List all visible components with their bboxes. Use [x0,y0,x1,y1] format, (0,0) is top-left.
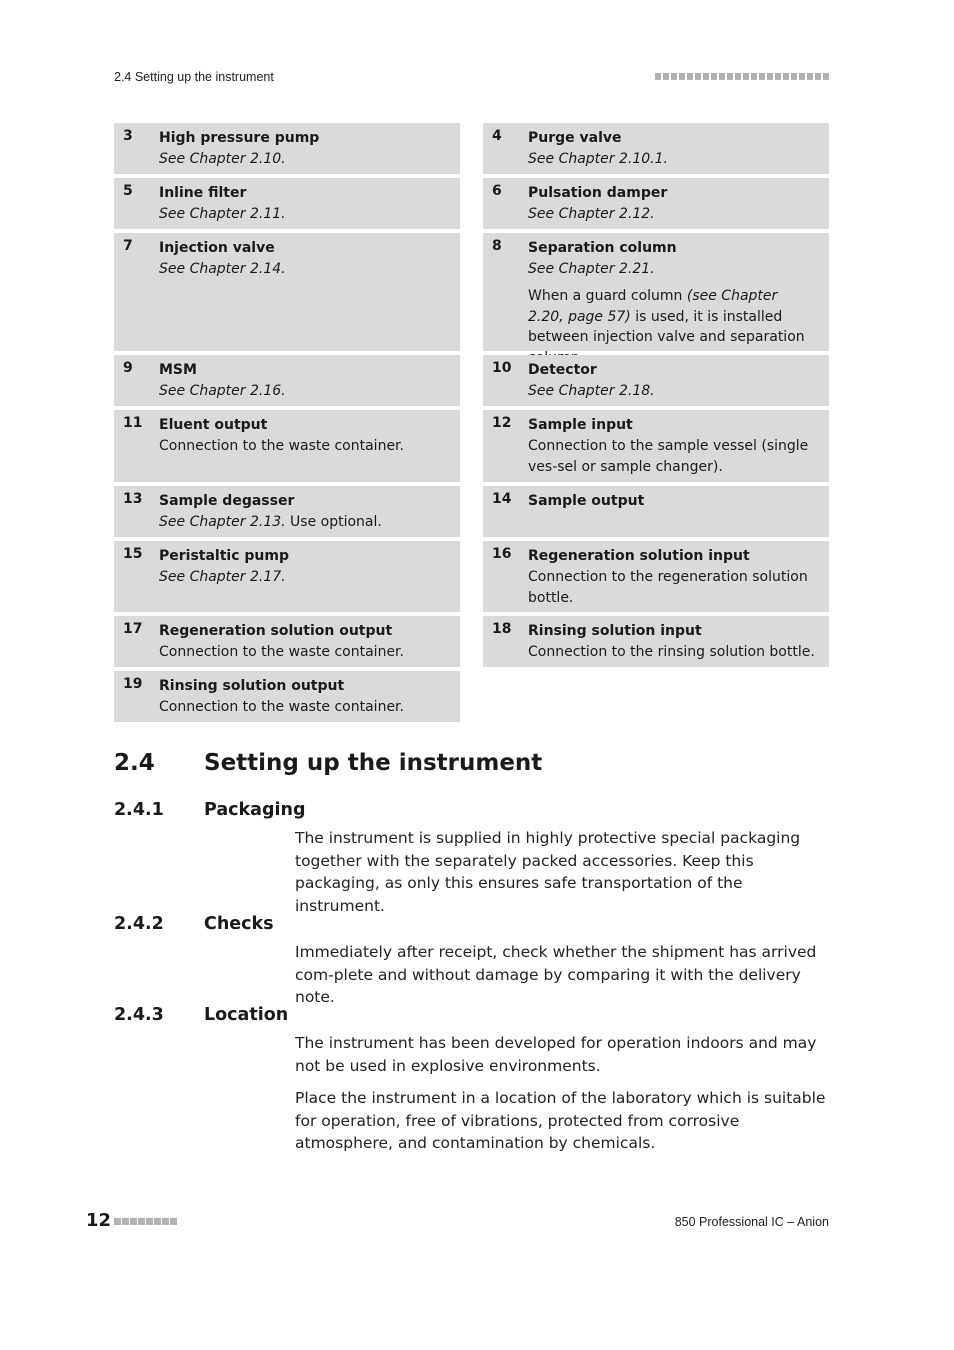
legend-item [114,410,460,482]
legend-item-title: Inline filter [159,185,247,201]
legend-item [114,123,460,174]
packaging-paragraph: The instrument is supplied in highly protective special packaging together with the separately packed accessories. Keep this packaging, as only this ensures safe transportation of the instrument. [295,829,801,915]
legend-item-title: Detector [528,362,597,378]
legend-item-number: 14 [492,491,512,507]
decorative-square [687,73,694,80]
decorative-square [759,73,766,80]
legend-item-description: See Chapter 2.11. [159,206,286,222]
legend-item-number: 12 [492,415,512,431]
legend-item-title: Pulsation damper [528,185,668,201]
legend-item-number: 8 [492,238,502,254]
legend-item-description: See Chapter 2.10. [159,151,286,167]
legend-item-number: 13 [123,491,143,507]
decorative-square [114,1218,121,1225]
legend-item-description: See Chapter 2.17. [159,569,286,585]
subsection-title: Packaging [204,800,306,820]
legend-item-description: Connection to the rinsing solution bottle. [528,644,815,660]
decorative-square [130,1218,137,1225]
legend-column-right [483,123,829,671]
legend-item-number: 3 [123,128,133,144]
subsection-number: 2.4.1 [114,800,164,820]
decorative-square [815,73,822,80]
extra-note-reference: (see Chapter 2.20, page 57) [528,288,778,325]
decorative-square [823,73,830,80]
decorative-square [799,73,806,80]
decorative-square [807,73,814,80]
decorative-square [791,73,798,80]
legend-item-description: Connection to the waste container. [159,644,404,660]
legend-item-title: Regeneration solution output [159,623,393,639]
decorative-square [122,1218,129,1225]
legend-item-number: 19 [123,676,143,692]
subsection-heading-checks [114,914,274,934]
legend-item-title: Injection valve [159,240,275,256]
header-decoration [655,73,830,80]
legend-item [114,355,460,406]
location-paragraph-2: Place the instrument in a location of the laboratory which is suitable for operation, free of vibrations, protected from corrosive atmosphere, and contamination by chemicals. [295,1089,826,1152]
decorative-square [743,73,750,80]
page-number: 12 [86,1210,112,1231]
legend-item-title: Separation column [528,240,677,256]
legend-item-title: Sample degasser [159,493,295,509]
decorative-square [719,73,726,80]
legend-item-description: Connection to the waste container. [159,438,404,454]
section-heading [114,750,542,776]
legend-item [483,486,829,537]
footer-product-name: 850 Professional IC – Anion [674,1215,829,1229]
decorative-square [679,73,686,80]
legend-column-left [114,123,460,726]
legend-item-title: Regeneration solution input [528,548,750,564]
decorative-square [170,1218,177,1225]
section-number: 2.4 [114,750,155,776]
legend-item [114,616,460,667]
legend-item [483,233,829,351]
legend-item-number: 5 [123,183,133,199]
legend-item-number: 15 [123,546,143,562]
legend-item-number: 16 [492,546,512,562]
legend-item-title: Rinsing solution input [528,623,702,639]
legend-item-description: See Chapter 2.16. [159,383,286,399]
legend-item [114,541,460,612]
legend-item-number: 11 [123,415,143,431]
legend-item-title: Eluent output [159,417,268,433]
decorative-square [751,73,758,80]
legend-item-number: 6 [492,183,502,199]
legend-item-number: 7 [123,238,133,254]
decorative-square [727,73,734,80]
legend-item [114,233,460,351]
decorative-square [767,73,774,80]
subsection-heading-packaging [114,800,306,820]
legend-item-description: See Chapter 2.18. [528,383,655,399]
decorative-square [154,1218,161,1225]
subsection-title: Checks [204,914,274,934]
location-paragraph-1: The instrument has been developed for operation indoors and may not be used in explosive environments. [295,1034,817,1075]
legend-item-description: Connection to the waste container. [159,699,404,715]
legend-item [483,178,829,229]
legend-item [483,410,829,482]
legend-item-title: MSM [159,362,197,378]
legend-item [483,123,829,174]
legend-item-description: See Chapter 2.21. [528,261,655,277]
legend-item-number: 9 [123,360,133,376]
legend-item-number: 10 [492,360,512,376]
section-title: Setting up the instrument [204,750,543,776]
footer-decoration [114,1218,177,1225]
legend-item [483,616,829,667]
decorative-square [162,1218,169,1225]
decorative-square [146,1218,153,1225]
extra-note-text: When a guard column [528,288,687,304]
decorative-square [735,73,742,80]
legend-item [114,178,460,229]
decorative-square [138,1218,145,1225]
legend-item-title: Sample input [528,417,633,433]
subsection-number: 2.4.2 [114,914,164,934]
decorative-square [655,73,662,80]
decorative-square [671,73,678,80]
checks-paragraph: Immediately after receipt, check whether the shipment has arrived com-plete and without damage by comparing it with the delivery note. [295,943,817,1006]
legend-item-title: Sample output [528,493,645,509]
decorative-square [695,73,702,80]
legend-item [483,355,829,406]
decorative-square [663,73,670,80]
description-note: Use optional. [285,514,382,530]
legend-item-number: 4 [492,128,502,144]
header-section-ref: 2.4 Setting up the instrument [114,70,274,84]
legend-item [483,541,829,612]
decorative-square [703,73,710,80]
legend-item-description: Connection to the sample vessel (single ves-sel or sample changer). [528,438,809,475]
subsection-number: 2.4.3 [114,1005,164,1025]
legend-item-description: See Chapter 2.10.1. [528,151,668,167]
legend-item [114,671,460,722]
description-reference: See Chapter 2.13. [159,514,286,530]
legend-item-title: Peristaltic pump [159,548,289,564]
legend-item-description: See Chapter 2.12. [528,206,655,222]
subsection-heading-location [114,1005,288,1025]
legend-item-number: 18 [492,621,512,637]
extra-note-text: is used, it is installed between injection valve and separation [528,308,805,345]
decorative-square [775,73,782,80]
decorative-square [783,73,790,80]
legend-item [114,486,460,537]
decorative-square [711,73,718,80]
subsection-title: Location [204,1005,289,1025]
legend-item-description: Connection to the regeneration solution bottle. [528,569,808,606]
legend-item-description: See Chapter 2.14. [159,261,286,277]
legend-item-number: 17 [123,621,143,637]
legend-item-title: High pressure pump [159,130,320,146]
legend-item-title: Rinsing solution output [159,678,345,694]
legend-item-description [159,512,448,533]
legend-item-title: Purge valve [528,130,622,146]
